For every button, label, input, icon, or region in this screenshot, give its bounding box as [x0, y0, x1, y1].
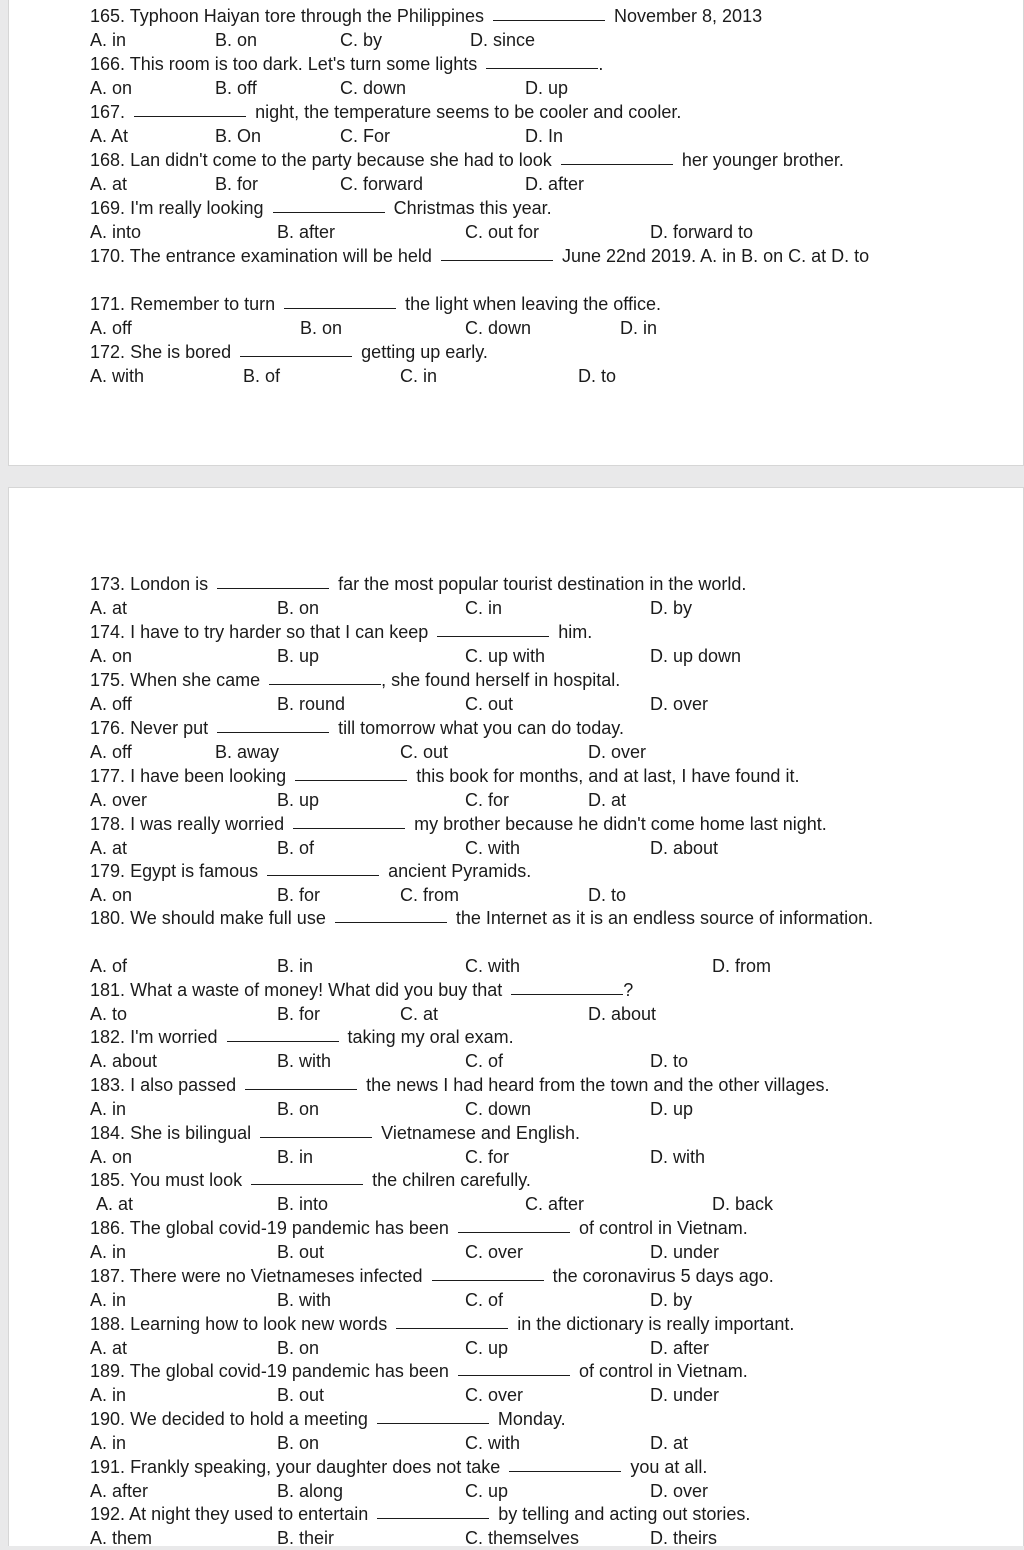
question-text-before: London is: [130, 574, 209, 594]
answer-blank[interactable]: [273, 211, 385, 213]
answer-blank[interactable]: [396, 1327, 508, 1329]
answer-blank[interactable]: [441, 259, 553, 261]
question-text-before: The global covid-19 pandemic has been: [129, 1361, 449, 1381]
answer-blank[interactable]: [217, 731, 329, 733]
option-c[interactable]: C. after: [525, 1194, 585, 1214]
answer-blank[interactable]: [437, 635, 549, 637]
option-b[interactable]: B. of: [243, 366, 281, 386]
question-number: 170.: [90, 246, 126, 266]
options-row: [0, 1192, 1024, 1216]
question-text-after: the coronavirus 5 days ago.: [552, 1266, 774, 1286]
options-row: [0, 1002, 1024, 1026]
question-192: [90, 1502, 1004, 1526]
options-row: [0, 76, 1024, 100]
option-c[interactable]: C. with: [465, 1433, 521, 1453]
option-c[interactable]: C. for: [465, 1147, 510, 1167]
options-row: [0, 836, 1024, 860]
question-text-before: She is bilingual: [130, 1123, 252, 1143]
option-a[interactable]: A. at: [90, 598, 128, 618]
question-text-before: Remember to turn: [130, 294, 276, 314]
option-b[interactable]: B. On: [215, 126, 262, 146]
question-176: [90, 716, 1004, 740]
question-text-after: , she found herself in hospital.: [381, 670, 621, 690]
answer-blank[interactable]: [295, 779, 407, 781]
options-row: [0, 788, 1024, 812]
option-d[interactable]: D. by: [650, 1290, 693, 1310]
answer-blank[interactable]: [335, 921, 447, 923]
option-c[interactable]: C. out for: [465, 222, 540, 242]
question-191: [90, 1455, 1004, 1479]
question-text-after: the Internet as it is an endless source of information.: [455, 908, 874, 928]
question-text-after: this book for months, and at last, I have found it.: [416, 766, 800, 786]
options-row: [0, 1336, 1024, 1360]
option-a[interactable]: A. at: [90, 1338, 128, 1358]
option-b[interactable]: B. along: [277, 1481, 344, 1501]
question-number: 186.: [90, 1218, 126, 1238]
answer-blank[interactable]: [493, 19, 605, 21]
answer-blank[interactable]: [267, 874, 379, 876]
question-text-before: The global covid-19 pandemic has been: [129, 1218, 449, 1238]
answer-blank[interactable]: [217, 587, 329, 589]
question-number: 181.: [90, 980, 126, 1000]
option-a[interactable]: A. at: [96, 1194, 134, 1214]
question-number: 191.: [90, 1457, 126, 1477]
question-180: [90, 906, 880, 930]
option-c[interactable]: C. For: [340, 126, 391, 146]
question-number: 167.: [90, 102, 126, 122]
options-row: [0, 364, 1024, 388]
answer-blank[interactable]: [284, 307, 396, 309]
question-171: [90, 292, 1004, 316]
question-text-after: ancient Pyramids.: [388, 861, 532, 881]
question-number: 188.: [90, 1314, 126, 1334]
option-c[interactable]: C. for: [465, 790, 510, 810]
option-a[interactable]: A. off: [90, 694, 132, 714]
option-d[interactable]: D. up: [525, 78, 569, 98]
options-row: [0, 124, 1024, 148]
option-c[interactable]: C. up with: [465, 646, 546, 666]
options-row: [0, 1145, 1024, 1169]
question-text-before: Never put: [130, 718, 209, 738]
question-number: 189.: [90, 1361, 126, 1381]
option-d[interactable]: D. in: [620, 318, 658, 338]
question-text-before: You must look: [129, 1170, 243, 1190]
question-text-before: Frankly speaking, your daughter does not take: [130, 1457, 501, 1477]
option-c[interactable]: C. of: [465, 1051, 504, 1071]
question-number: 174.: [90, 622, 126, 642]
option-b[interactable]: B. on: [277, 598, 320, 618]
question-number: 178.: [90, 814, 126, 834]
options-row: [0, 220, 1024, 244]
options-row: [0, 172, 1024, 196]
answer-blank[interactable]: [561, 163, 673, 165]
question-179: [90, 859, 1004, 883]
option-c[interactable]: C. of: [465, 1290, 504, 1310]
option-b[interactable]: B. on: [277, 1338, 320, 1358]
question-number: 166.: [90, 54, 126, 74]
question-number: 187.: [90, 1266, 126, 1286]
answer-blank[interactable]: [432, 1279, 544, 1281]
option-a[interactable]: A. at: [90, 838, 128, 858]
answer-blank[interactable]: [260, 1136, 372, 1138]
option-c[interactable]: C. forward: [340, 174, 424, 194]
option-b[interactable]: B. out: [277, 1385, 325, 1405]
question-175: [90, 668, 1004, 692]
option-a[interactable]: A. in: [90, 1099, 127, 1119]
question-number: 168.: [90, 150, 126, 170]
option-d[interactable]: D. theirs: [650, 1528, 718, 1548]
option-d[interactable]: D. back: [712, 1194, 774, 1214]
option-d[interactable]: D. with: [650, 1147, 706, 1167]
option-d[interactable]: D. at: [588, 790, 627, 810]
question-174: [90, 620, 1004, 644]
question-number: 190.: [90, 1409, 126, 1429]
options-row: [0, 740, 1024, 764]
option-a[interactable]: A. in: [90, 1290, 127, 1310]
question-178: [90, 812, 1004, 836]
option-d[interactable]: D. at: [650, 1433, 689, 1453]
answer-blank[interactable]: [458, 1374, 570, 1376]
options-row: [0, 1431, 1024, 1455]
question-text-before: The entrance examination will be held: [129, 246, 432, 266]
option-d[interactable]: D. over: [588, 742, 647, 762]
question-text-before: This room is too dark. Let's turn some lights: [129, 54, 478, 74]
question-text-before: She is bored: [130, 342, 232, 362]
option-b[interactable]: B. away: [215, 742, 280, 762]
question-number: 176.: [90, 718, 126, 738]
option-b[interactable]: B. into: [277, 1194, 329, 1214]
question-number: 192.: [90, 1504, 126, 1524]
option-d[interactable]: D. about: [650, 838, 719, 858]
question-text-after: the light when leaving the office.: [405, 294, 661, 314]
question-text-before: I have to try harder so that I can keep: [130, 622, 429, 642]
question-number: 183.: [90, 1075, 126, 1095]
options-row: [0, 1097, 1024, 1121]
question-text-after: Christmas this year.: [393, 198, 552, 218]
question-text-after: November 8, 2013: [614, 6, 763, 26]
answer-blank[interactable]: [377, 1517, 489, 1519]
option-b[interactable]: B. for: [215, 174, 259, 194]
option-c[interactable]: C. from: [400, 885, 460, 905]
question-177: [90, 764, 1004, 788]
question-text-before: Learning how to look new words: [130, 1314, 388, 1334]
options-row: [0, 1479, 1024, 1503]
option-c[interactable]: C. out: [465, 694, 514, 714]
option-d[interactable]: D. after: [650, 1338, 710, 1358]
question-text-before: I was really worried: [130, 814, 285, 834]
question-number: 171.: [90, 294, 126, 314]
option-d[interactable]: D. by: [650, 598, 693, 618]
options-row: [0, 883, 1024, 907]
question-183: [90, 1073, 1004, 1097]
option-d[interactable]: D. In: [525, 126, 564, 146]
option-d[interactable]: D. forward to: [650, 222, 754, 242]
question-number: 182.: [90, 1027, 126, 1047]
question-text-after: you at all.: [630, 1457, 708, 1477]
answer-blank[interactable]: [134, 115, 246, 117]
option-b[interactable]: B. up: [277, 790, 320, 810]
option-a[interactable]: A. of: [90, 956, 128, 976]
question-182: [90, 1025, 1004, 1049]
option-b[interactable]: B. out: [277, 1242, 325, 1262]
option-d[interactable]: D. under: [650, 1242, 720, 1262]
option-c[interactable]: C. with: [465, 956, 521, 976]
question-text-before: I have been looking: [130, 766, 287, 786]
option-a[interactable]: A. At: [90, 126, 129, 146]
question-text-before: I'm worried: [130, 1027, 218, 1047]
question-181: [90, 978, 1004, 1002]
option-c[interactable]: C. over: [465, 1242, 524, 1262]
option-a[interactable]: A. on: [90, 885, 133, 905]
answer-blank[interactable]: [251, 1183, 363, 1185]
option-d[interactable]: D. to: [650, 1051, 689, 1071]
question-text-after: in the dictionary is really important.: [517, 1314, 795, 1334]
question-text-after: him.: [558, 622, 593, 642]
question-text-before: What a waste of money! What did you buy that: [130, 980, 503, 1000]
option-a[interactable]: A. off: [90, 318, 132, 338]
option-a[interactable]: A. on: [90, 1147, 133, 1167]
question-187: [90, 1264, 1004, 1288]
option-a[interactable]: A. into: [90, 222, 142, 242]
options-row: [0, 28, 1024, 52]
option-b[interactable]: B. up: [277, 646, 320, 666]
option-d[interactable]: D. about: [588, 1004, 657, 1024]
option-a[interactable]: A. on: [90, 78, 133, 98]
question-188: [90, 1312, 1004, 1336]
option-a[interactable]: A. at: [90, 174, 128, 194]
option-c[interactable]: C. over: [465, 1385, 524, 1405]
question-text-before: Lan didn't come to the party because she had to look: [130, 150, 552, 170]
question-text-after: my brother because he didn't come home last night.: [414, 814, 827, 834]
answer-blank[interactable]: [509, 1470, 621, 1472]
option-d[interactable]: D. up down: [650, 646, 742, 666]
question-173: [90, 572, 1004, 596]
option-c[interactable]: C. down: [340, 78, 407, 98]
option-b[interactable]: B. on: [300, 318, 343, 338]
option-a[interactable]: A. them: [90, 1528, 153, 1548]
options-row: [0, 644, 1024, 668]
option-a[interactable]: A. in: [90, 1433, 127, 1453]
option-a[interactable]: A. off: [90, 742, 132, 762]
answer-blank[interactable]: [245, 1088, 357, 1090]
option-d[interactable]: D. after: [525, 174, 585, 194]
option-b[interactable]: B. of: [277, 838, 315, 858]
question-number: 165.: [90, 6, 126, 26]
option-b[interactable]: B. with: [277, 1051, 332, 1071]
question-text-after: till tomorrow what you can do today.: [338, 718, 624, 738]
option-b[interactable]: B. with: [277, 1290, 332, 1310]
question-number: 175.: [90, 670, 126, 690]
question-165: [90, 4, 1004, 28]
option-d[interactable]: D. to: [578, 366, 617, 386]
question-text-after: .: [598, 54, 604, 74]
options-row: [0, 316, 1024, 340]
question-text-after: the news I had heard from the town and the other villages.: [366, 1075, 830, 1095]
question-text-after: far the most popular tourist destination in the world.: [338, 574, 747, 594]
option-c[interactable]: C. themselves: [465, 1528, 580, 1548]
option-a[interactable]: A. in: [90, 1385, 127, 1405]
question-number: 173.: [90, 574, 126, 594]
option-b[interactable]: B. for: [277, 885, 321, 905]
option-c[interactable]: C. out: [400, 742, 449, 762]
question-text-before: Typhoon Haiyan tore through the Philippines: [129, 6, 484, 26]
option-c[interactable]: C. up: [465, 1481, 509, 1501]
option-c[interactable]: C. by: [340, 30, 383, 50]
option-b[interactable]: B. their: [277, 1528, 335, 1548]
option-b[interactable]: B. in: [277, 1147, 314, 1167]
answer-blank[interactable]: [293, 827, 405, 829]
option-b[interactable]: B. in: [277, 956, 314, 976]
question-text-before: We should make full use: [130, 908, 326, 928]
question-189: [90, 1359, 1004, 1383]
question-text-before: I also passed: [130, 1075, 237, 1095]
option-d[interactable]: D. since: [470, 30, 536, 50]
question-text-after: her younger brother.: [681, 150, 844, 170]
question-text-after: of control in Vietnam.: [578, 1361, 748, 1381]
options-row: [0, 1526, 1024, 1550]
option-b[interactable]: B. on: [215, 30, 258, 50]
question-text-after: of control in Vietnam.: [578, 1218, 748, 1238]
question-text-before: We decided to hold a meeting: [130, 1409, 368, 1429]
options-row: [0, 1049, 1024, 1073]
answer-blank[interactable]: [511, 993, 623, 995]
option-c[interactable]: C. down: [465, 318, 532, 338]
option-d[interactable]: D. under: [650, 1385, 720, 1405]
question-text-before: At night they used to entertain: [129, 1504, 369, 1524]
question-text-after: June 22nd 2019. A. in B. on C. at D. to: [561, 246, 870, 266]
option-b[interactable]: B. on: [277, 1099, 320, 1119]
question-number: 169.: [90, 198, 126, 218]
option-b[interactable]: B. off: [215, 78, 257, 98]
question-text-after: night, the temperature seems to be cooler and cooler.: [255, 102, 682, 122]
question-text-after: by telling and acting out stories.: [498, 1504, 751, 1524]
question-text-after: taking my oral exam.: [347, 1027, 514, 1047]
option-d[interactable]: D. from: [712, 956, 772, 976]
options-row: [0, 954, 1024, 978]
option-b[interactable]: B. after: [277, 222, 336, 242]
answer-blank[interactable]: [377, 1422, 489, 1424]
answer-blank[interactable]: [227, 1040, 339, 1042]
question-text-after: Vietnamese and English.: [381, 1123, 580, 1143]
question-text-after: ?: [623, 980, 634, 1000]
question-186: [90, 1216, 1004, 1240]
option-c[interactable]: C. in: [465, 598, 503, 618]
question-number: 180.: [90, 908, 126, 928]
option-d[interactable]: D. up: [650, 1099, 694, 1119]
option-b[interactable]: B. round: [277, 694, 346, 714]
option-a[interactable]: A. in: [90, 1242, 127, 1262]
option-c[interactable]: C. at: [400, 1004, 439, 1024]
option-a[interactable]: A. after: [90, 1481, 149, 1501]
question-167: [90, 100, 1004, 124]
answer-blank[interactable]: [269, 683, 381, 685]
question-number: 184.: [90, 1123, 126, 1143]
option-d[interactable]: D. over: [650, 694, 709, 714]
option-c[interactable]: C. in: [400, 366, 438, 386]
question-text-before: Egypt is famous: [130, 861, 259, 881]
option-c[interactable]: C. up: [465, 1338, 509, 1358]
question-text-before: When she came: [130, 670, 261, 690]
option-a[interactable]: A. to: [90, 1004, 128, 1024]
question-184: [90, 1121, 1004, 1145]
answer-blank[interactable]: [486, 67, 598, 69]
option-a[interactable]: A. over: [90, 790, 148, 810]
options-row: [0, 596, 1024, 620]
option-a[interactable]: A. about: [90, 1051, 158, 1071]
option-c[interactable]: C. with: [465, 838, 521, 858]
question-172: [90, 340, 1004, 364]
question-text-after: the chilren carefully.: [372, 1170, 531, 1190]
option-b[interactable]: B. for: [277, 1004, 321, 1024]
answer-blank[interactable]: [458, 1231, 570, 1233]
question-text-after: Monday.: [497, 1409, 566, 1429]
options-row: [0, 1383, 1024, 1407]
option-d[interactable]: D. over: [650, 1481, 709, 1501]
question-number: 172.: [90, 342, 126, 362]
question-168: [90, 148, 1004, 172]
options-row: [0, 1240, 1024, 1264]
question-text-before: I'm really looking: [130, 198, 264, 218]
question-185: [90, 1168, 1004, 1192]
option-d[interactable]: D. to: [588, 885, 627, 905]
question-166: [90, 52, 1004, 76]
question-text-before: There were no Vietnameses infected: [129, 1266, 423, 1286]
question-169: [90, 196, 1004, 220]
option-b[interactable]: B. on: [277, 1433, 320, 1453]
question-text-after: getting up early.: [361, 342, 488, 362]
options-row: [0, 1288, 1024, 1312]
question-number: 185.: [90, 1170, 126, 1190]
option-a[interactable]: A. with: [90, 366, 145, 386]
option-a[interactable]: A. in: [90, 30, 127, 50]
question-170: [90, 244, 960, 268]
answer-blank[interactable]: [240, 355, 352, 357]
options-row: [0, 692, 1024, 716]
option-c[interactable]: C. down: [465, 1099, 532, 1119]
question-190: [90, 1407, 1004, 1431]
option-a[interactable]: A. on: [90, 646, 133, 666]
question-number: 179.: [90, 861, 126, 881]
question-number: 177.: [90, 766, 126, 786]
